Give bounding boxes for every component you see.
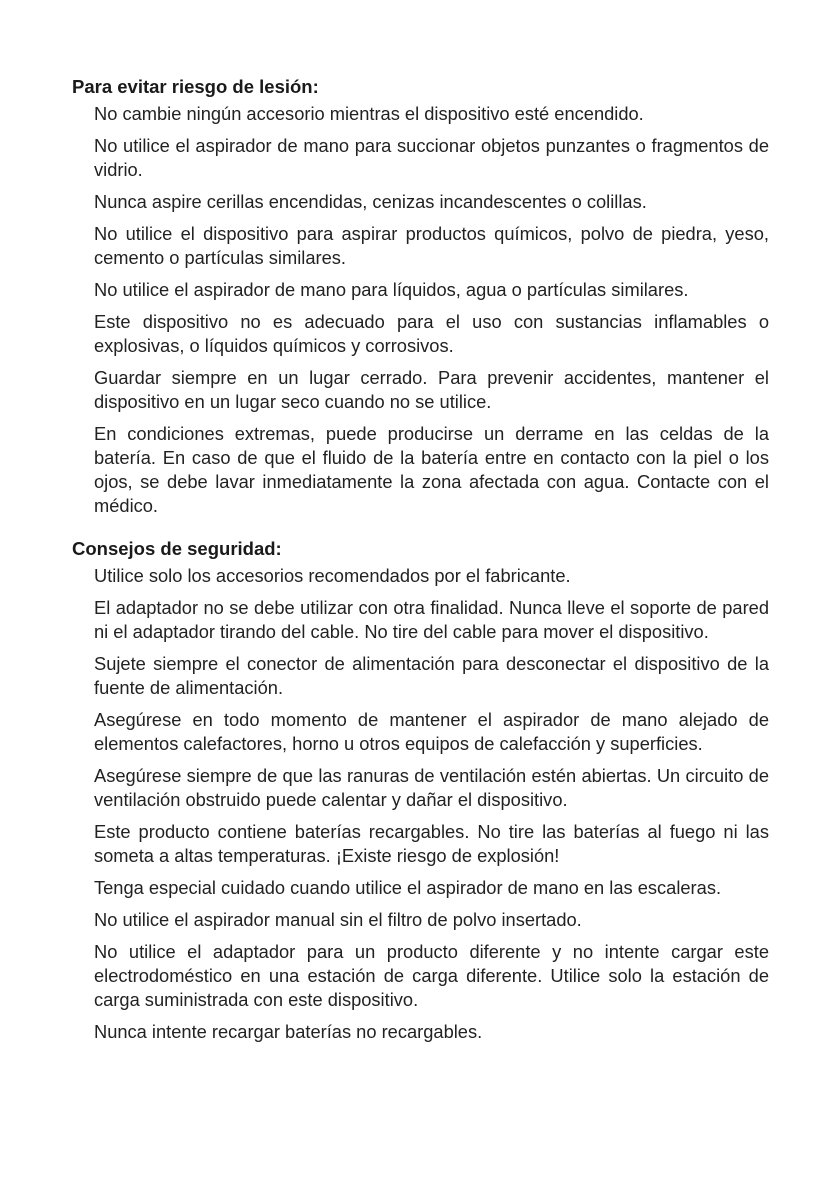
list-item: Guardar siempre en un lugar cerrado. Para prevenir accidentes, mantener el dispositivo en un lugar seco cuando no se utilice. [94,367,769,412]
list-item: Asegúrese en todo momento de mantener el aspirador de mano alejado de elementos calefactores, horno u otros equipos de calefacción y superficies. [94,709,769,754]
list-item: Nunca intente recargar baterías no recargables. [94,1021,483,1042]
list-item: En condiciones extremas, puede producirse un derrame en las celdas de la batería. En caso de que el fluido de la batería entre en contacto con la piel o los ojos, se debe lavar inmediatamente la zona afectada con agua. Contacte con el médico. [94,423,769,516]
list-item: No utilice el aspirador de mano para succionar objetos punzantes o fragmentos de vidrio. [94,135,769,180]
section-injury-risk [72,74,769,518]
list-item: Sujete siempre el conector de alimentación para desconectar el dispositivo de la fuente de alimentación. [94,653,769,698]
list-item: No utilice el aspirador de mano para líquidos, agua o partículas similares. [94,279,689,300]
list-item: No utilice el aspirador manual sin el filtro de polvo insertado. [94,909,582,930]
list-item: Asegúrese siempre de que las ranuras de ventilación estén abiertas. Un circuito de ventilación obstruido puede calentar y dañar el dispositivo. [94,765,769,810]
warning-list [72,102,769,518]
list-item: Este producto contiene baterías recargables. No tire las baterías al fuego ni las someta a altas temperaturas. ¡Existe riesgo de explosión! [94,821,769,866]
list-item: Este dispositivo no es adecuado para el uso con sustancias inflamables o explosivas, o líquidos químicos y corrosivos. [94,311,769,356]
list-item: No utilice el dispositivo para aspirar productos químicos, polvo de piedra, yeso, cemento o partículas similares. [94,223,769,268]
list-item: No utilice el adaptador para un producto diferente y no intente cargar este electrodoméstico en una estación de carga diferente. Utilice solo la estación de carga suministrada con este dispositivo. [94,941,769,1010]
section-heading: Para evitar riesgo de lesión: [72,76,319,97]
list-item: El adaptador no se debe utilizar con otra finalidad. Nunca lleve el soporte de pared ni el adaptador tirando del cable. No tire del cable para mover el dispositivo. [94,597,769,642]
list-item: Nunca aspire cerillas encendidas, cenizas incandescentes o colillas. [94,191,647,212]
list-item: Utilice solo los accesorios recomendados por el fabricante. [94,565,571,586]
list-item: No cambie ningún accesorio mientras el dispositivo esté encendido. [94,103,644,124]
safety-list [72,564,769,1044]
section-safety-tips [72,536,769,1044]
list-item: Tenga especial cuidado cuando utilice el aspirador de mano en las escaleras. [94,877,722,898]
section-heading: Consejos de seguridad: [72,538,282,559]
